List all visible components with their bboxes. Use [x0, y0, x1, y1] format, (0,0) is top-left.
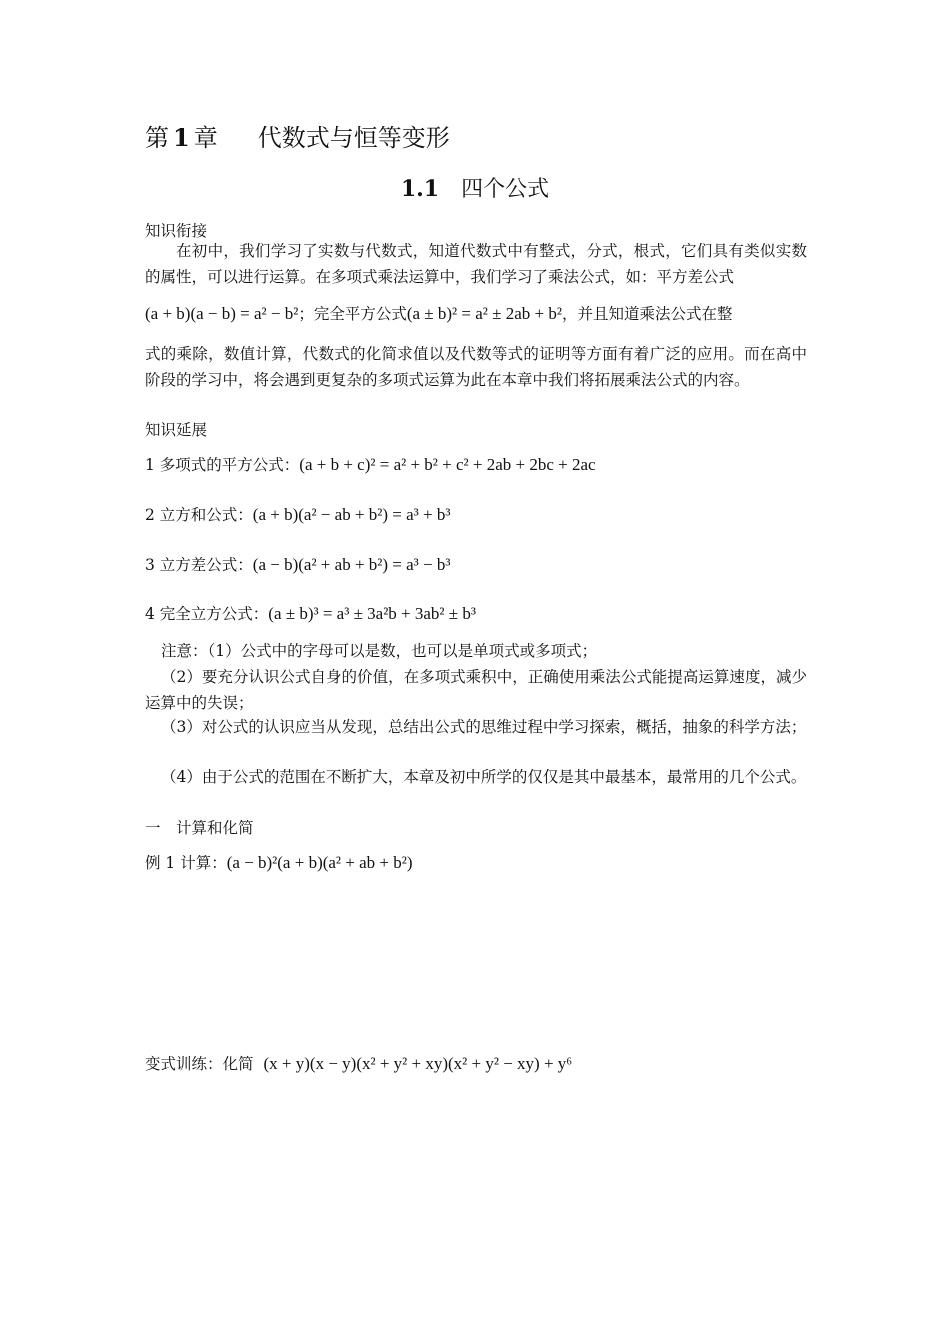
section-title: 四个公式: [461, 177, 550, 202]
formula-item-4: [145, 602, 476, 624]
chapter-prefix: 第: [145, 124, 169, 152]
section-number: 1.1: [400, 176, 440, 202]
formula-expression: (a + b + c)² = a² + b² + c² + 2ab + 2bc + 2ac: [299, 455, 596, 474]
example-1-label: 例 1 计算：: [145, 854, 227, 872]
formula-expression: (a − b)(a² + ab + b²) = a³ − b³: [252, 555, 451, 574]
formula-item-2: [145, 503, 450, 525]
section-heading: [0, 172, 950, 203]
note-2: （2）要充分认识公式自身的价值，在多项式乘积中，正确使用乘法公式能提高运算速度，减少运算中的失误；: [145, 668, 807, 712]
formula-expression: (a ± b)³ = a³ ± 3a²b + 3ab² ± b³: [268, 604, 476, 623]
knowledge-link-paragraph-1: 在初中，我们学习了实数与代数式，知道代数式中有整式，分式，根式，它们具有类似实数的属性，可以进行运算。在多项式乘法运算中，我们学习了乘法公式，如：平方差公式: [145, 242, 807, 286]
knowledge-extend-heading: 知识延展: [145, 421, 208, 439]
example-1-expression: (a − b)²(a + b)(a² + ab + b²): [226, 853, 413, 872]
note-3: （3）对公式的认识应当从发现，总结出公式的思维过程中学习探索，概括，抽象的科学方法；: [161, 718, 807, 736]
difference-of-squares-formula: (a + b)(a − b) = a² − b²: [145, 304, 299, 323]
note-4: （4）由于公式的范围在不断扩大，本章及初中所学的仅仅是其中最基本，最常用的几个公式。: [161, 768, 807, 786]
example-1: [145, 851, 413, 873]
formula-item-3: [145, 553, 450, 575]
knowledge-link-paragraph-2: 式的乘除，数值计算，代数式的化简求值以及代数等式的证明等方面有着广泛的应用。而在高中阶段的学习中，将会遇到更复杂的多项式运算为此在本章中我们将拓展乘法公式的内容。: [145, 345, 807, 389]
knowledge-link-heading: 知识衔接: [145, 222, 208, 240]
variant-expression: (x + y)(x − y)(x² + y² + xy)(x² + y² − xy) + y⁶: [263, 1054, 573, 1073]
formula-label: 2 立方和公式：: [145, 506, 253, 524]
formula-label: 4 完全立方公式：: [145, 605, 269, 623]
formula-line: [145, 302, 732, 324]
formula-line-mid-text: ；完全平方公式: [298, 305, 407, 323]
chapter-number: 1: [173, 123, 190, 152]
variant-label: 变式训练：化简: [145, 1055, 254, 1073]
perfect-square-formula: (a ± b)² = a² ± 2ab + b²: [406, 304, 562, 323]
formula-label: 3 立方差公式：: [145, 556, 253, 574]
note-1: 注意：（1）公式中的字母可以是数，也可以是单项式或多项式；: [161, 642, 598, 660]
formula-line-end-text: ，并且知道乘法公式在整: [561, 305, 733, 323]
chapter-title: 代数式与恒等变形: [257, 124, 450, 152]
formula-expression: (a + b)(a² − ab + b²) = a³ + b³: [252, 505, 451, 524]
chapter-heading: [145, 118, 450, 153]
variant-exercise: [145, 1052, 572, 1074]
formula-item-1: [145, 453, 596, 475]
chapter-suffix: 章: [193, 124, 218, 152]
part-one-heading: 一 计算和化简: [145, 819, 254, 837]
formula-label: 1 多项式的平方公式：: [145, 456, 300, 474]
